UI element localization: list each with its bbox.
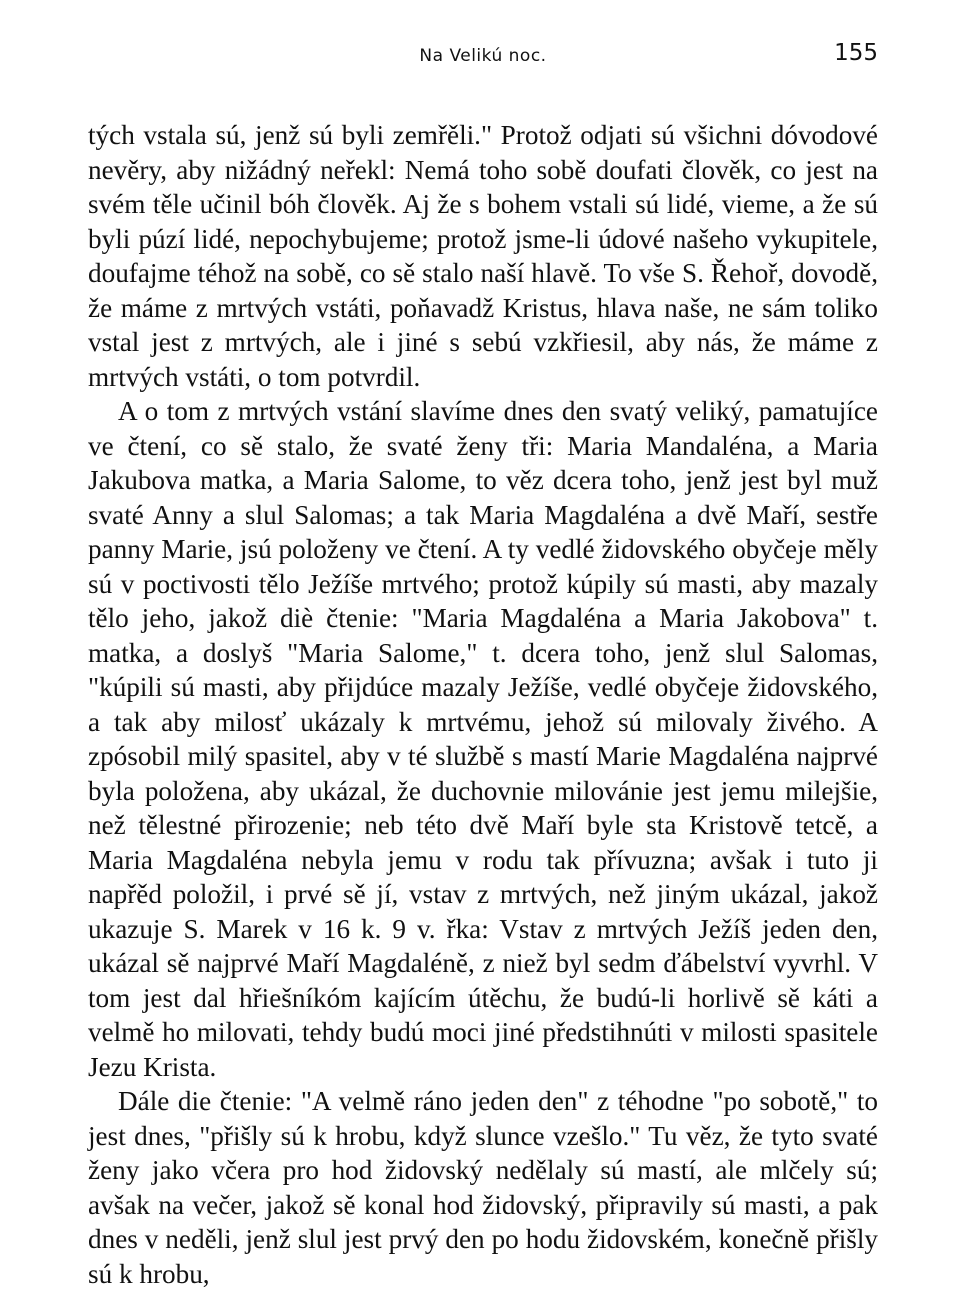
running-title: Na Velikú noc.	[419, 46, 547, 66]
body-text	[88, 118, 878, 1291]
paragraph: Dále die čtenie: "A velmě ráno jeden den" z téhodne "po sobotě," to jest dnes, "přišly sú k hrobu, když slunce vzešlo." Tu věz, že tyto svaté ženy jako včera pro hod židovský nedělaly sú mastí, ale mlčely sú; avšak na večer, jakož sě konal hod židovský, připravily sú masti, a pak dnes v neděli, jenž slul jest prvý den po hodu židovském, konečně přišly sú k hrobu,	[88, 1086, 878, 1289]
paragraph: tých vstala sú, jenž sú byli zemřěli." Protož odjati sú všichni dóvodové nevěry, aby nižádný neřekl: Nemá toho sobě doufati člověk, co jest na svém těle učinil bóh člověk. Aj že s bohem vstali sú lidé, vieme, a že sú byli púzí lidé, nepochybujeme; protož jsme-li údové našeho vykupitele, doufajme téhož na sobě, co sě stalo naší hlavě. To vše S. Řehoř, dovodě, že máme z mrtvých vstáti, poňavadž Kristus, hlava naše, ne sám toliko vstal jest z mrtvých, ale i jiné s sebú vzkřiesil, aby nás, že máme z mrtvých vstáti, o tom potvrdil.	[88, 120, 878, 392]
paragraph: A o tom z mrtvých vstání slavíme dnes den svatý veliký, pamatujíce ve čtení, co sě stalo, že svaté ženy tři: Maria Mandaléna, a Maria Jakubova matka, a Maria Salome, to věz dcera toho, jenž jest byl muž svaté Anny a slul Salomas; a tak Maria Magdaléna a dvě Maří, sestře panny Marie, jsú položeny ve čtení. A ty vedlé židovského obyčeje měly sú v poctivosti tělo Ježíše mrtvého; protož kúpily sú masti, aby mazaly tělo jeho, jakož diè čtenie: "Maria Magdaléna a Maria Jakobova" t. matka, a doslyš "Maria Salome," t. dcera toho, jenž slul Salomas, "kúpili sú masti, aby přijdúce mazaly Ježíše, vedlé obyčeje židovského, a tak aby milosť ukázaly k mrtvému, jehož sú milovaly živého. A zpósobil milý spasitel, aby v té službě s mastí Marie Magdaléna najprvé byla položena, aby ukázal, že duchovnie milovánie jest jemu milejšie, než tělestné přirozenie; neb této dvě Maří byle sta Kristově tetcě, a Maria Magdaléna nebyla jemu v rodu tak přívuzna; avšak i tuto ji napřěd položil, i prvé sě jí, vstav z mrtvých, než jiným ukázal, jakož ukazuje S. Marek v 16 k. 9 v. řka: Vstav z mrtvých Ježíš jeden den, ukázal sě najprvé Maří Magdaléně, z niež byl sedm ďábelství vyvrhl. V tom jest dal hřiešníkóm kajícím útěchu, že budú-li horlivě sě káti a velmě ho milovati, tehdy budú moci jiné předstihnúti v milosti spasitele Jezu Krista.	[88, 396, 878, 1082]
running-header	[88, 40, 878, 74]
book-page	[88, 40, 878, 1291]
page-number: 155	[834, 40, 878, 66]
